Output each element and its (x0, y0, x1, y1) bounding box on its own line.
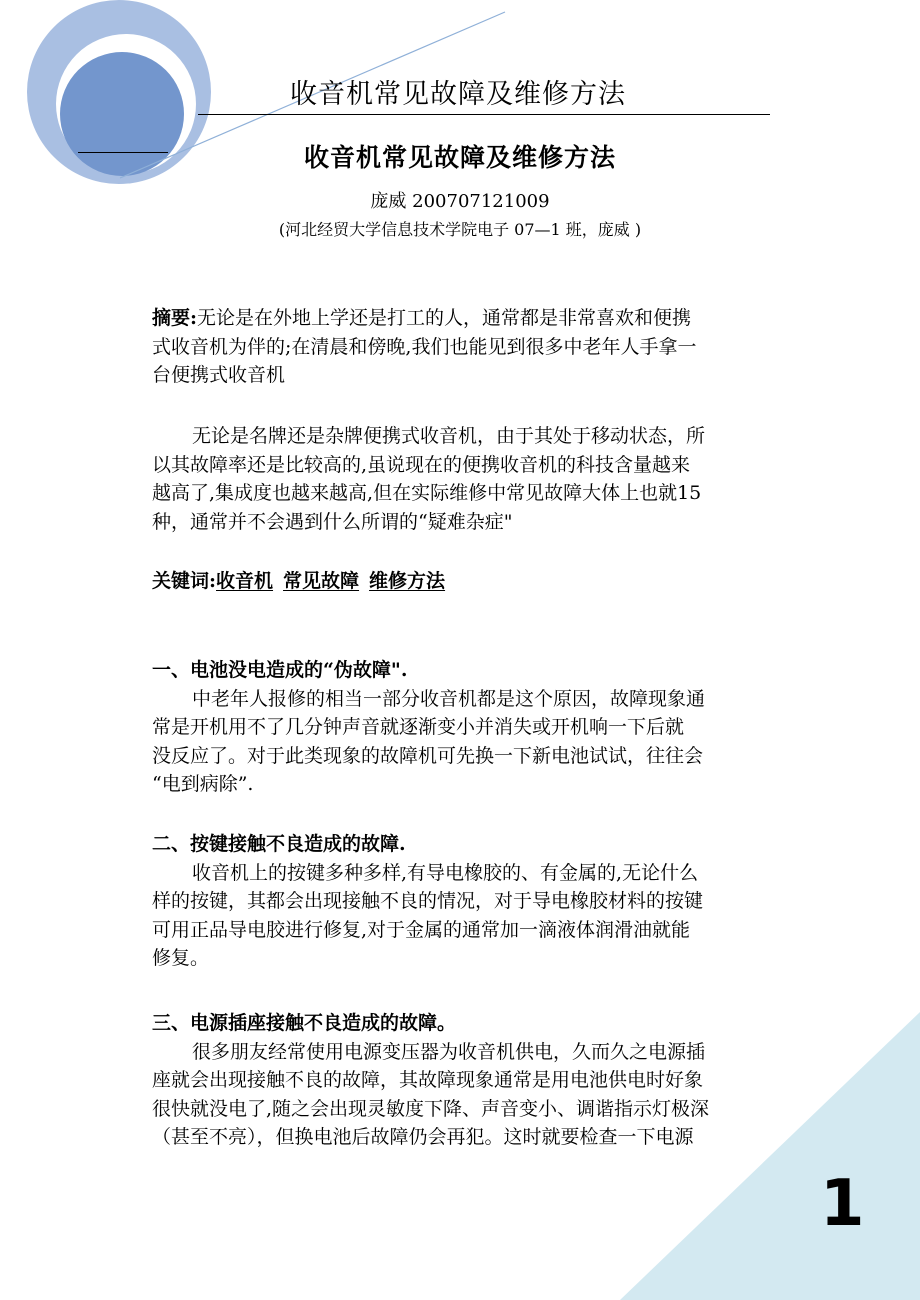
page-number: 1 (820, 1167, 865, 1241)
section-line: “电到病除”. (152, 773, 254, 795)
section-heading: 二、按键接触不良造成的故障. (152, 833, 406, 855)
section-line: （甚至不亮），但换电池后故障仍会再犯。这时就要检查一下电源 (152, 1126, 694, 1148)
section-line: 很快就没电了,随之会出现灵敏度下降、声音变小、调谐指示灯极深 (152, 1097, 710, 1120)
header-rule (198, 114, 770, 115)
running-header-title: 收音机常见故障及维修方法 (290, 79, 626, 110)
section-heading: 三、电源插座接触不良造成的故障。 (152, 1012, 457, 1034)
keyword-item: 收音机 (216, 570, 274, 592)
author-line: 庞威 200707121009 (370, 191, 550, 212)
intro-line: 种，通常并不会遇到什么所谓的“疑难杂症" (152, 510, 513, 533)
abstract-line: 摘要:无论是在外地上学还是打工的人，通常都是非常喜欢和便携 (152, 307, 692, 329)
section-line: 样的按键，其都会出现接触不良的情况，对于导电橡胶材料的按键 (152, 890, 704, 912)
keywords-line (152, 567, 770, 596)
section-heading: 一、电池没电造成的“伪故障". (152, 659, 408, 681)
section-line: 很多朋友经常使用电源变压器为收音机供电，久而久之电源插 (192, 1040, 706, 1063)
document-title: 收音机常见故障及维修方法 (303, 143, 616, 172)
section-line: 可用正品导电胶进行修复,对于金属的通常加一滴液体润滑油就能 (152, 918, 691, 941)
intro-line: 以其故障率还是比较高的,虽说现在的便携收音机的科技含量越来 (152, 453, 691, 476)
intro-paragraph (152, 422, 770, 536)
abstract-label: 摘要: (152, 307, 198, 329)
intro-line: 越高了,集成度也越来越高,但在实际维修中常见故障大体上也就15 (152, 482, 702, 504)
section-line: 座就会出现接触不良的故障，其故障现象通常是用电池供电时好象 (152, 1069, 704, 1091)
abstract-line: 台便携式收音机 (152, 364, 286, 386)
keyword-item: 维修方法 (369, 570, 446, 592)
section-line: 中老年人报修的相当一部分收音机都是这个原因，故障现象通 (192, 687, 706, 710)
section-1 (152, 656, 770, 799)
affiliation-line: (河北经贸大学信息技术学院电子 07—1 班，庞威 ) (278, 220, 642, 239)
abstract-block (152, 304, 770, 390)
section-line: 收音机上的按键多种多样,有导电橡胶的、有金属的,无论什么 (192, 861, 699, 884)
keywords-block (152, 567, 770, 596)
section-3 (152, 1009, 770, 1152)
intro-line: 无论是名牌还是杂牌便携式收音机，由于其处于移动状态，所 (192, 425, 706, 447)
section-line: 修复。 (152, 947, 210, 969)
keyword-item: 常见故障 (283, 570, 360, 592)
abstract-line: 式收音机为伴的;在清晨和傍晚,我们也能见到很多中老年人手拿一 (152, 335, 697, 358)
section-line: 没反应了。对于此类现象的故障机可先换一下新电池试试，往往会 (152, 744, 704, 767)
section-line: 常是开机用不了几分钟声音就逐渐变小并消失或开机响一下后就 (152, 716, 685, 738)
keywords-label: 关键词: (152, 570, 217, 592)
section-2 (152, 830, 770, 973)
